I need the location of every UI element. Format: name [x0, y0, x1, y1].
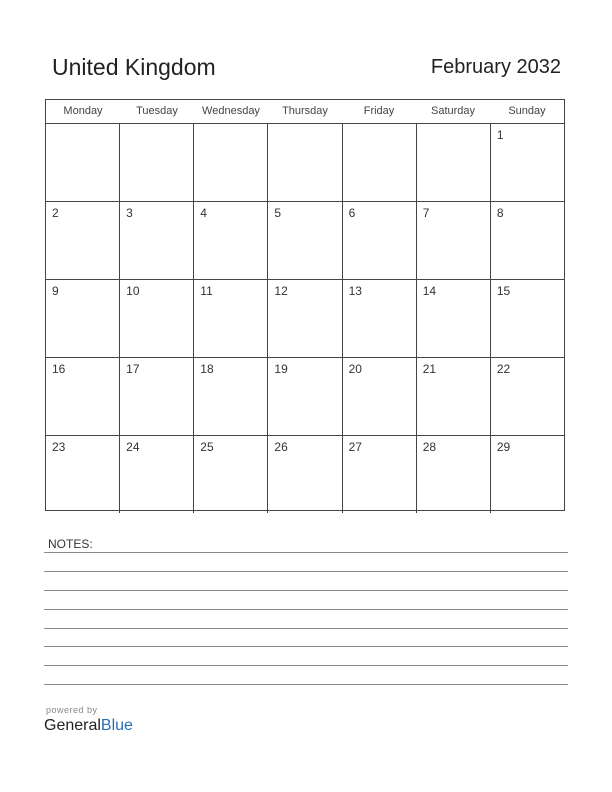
week-row: [46, 124, 564, 202]
day-cell: [120, 436, 194, 513]
day-number: 9: [52, 284, 59, 298]
day-cell: [343, 358, 417, 435]
day-number: 4: [200, 206, 207, 220]
week-row: [46, 436, 564, 513]
day-number: 25: [200, 440, 214, 454]
day-cell: [46, 358, 120, 435]
day-cell: [46, 124, 120, 201]
day-number: 14: [422, 284, 437, 298]
day-number: 16: [52, 362, 66, 376]
day-number: 24: [126, 440, 140, 454]
month-title: February 2032: [430, 56, 561, 78]
day-number: 2: [52, 206, 59, 220]
day-header-monday: Monday: [63, 105, 103, 117]
day-cell: [417, 280, 491, 357]
country-title: United Kingdom: [52, 54, 216, 80]
day-number: 28: [422, 440, 437, 454]
day-cell: [268, 358, 342, 435]
day-header-friday: Friday: [363, 105, 395, 117]
note-line[interactable]: [44, 628, 568, 629]
note-line[interactable]: [44, 590, 568, 591]
week-row: [46, 202, 564, 280]
day-number: 5: [274, 206, 282, 220]
day-number: 8: [496, 206, 504, 220]
day-cell: [491, 202, 564, 279]
day-cell: [343, 202, 417, 279]
day-cell: [120, 124, 194, 201]
note-line[interactable]: [44, 571, 568, 572]
day-cell: [491, 280, 564, 357]
powered-by-text: powered by: [46, 705, 98, 715]
day-cell: [417, 436, 491, 513]
week-row: [46, 358, 564, 436]
day-cell: [417, 202, 491, 279]
day-cell: [343, 436, 417, 513]
day-cell: [120, 202, 194, 279]
day-cell: [417, 358, 491, 435]
day-cell: [194, 436, 268, 513]
day-header-tuesday: Tuesday: [136, 105, 178, 117]
day-number: 21: [422, 362, 437, 376]
day-number: 15: [496, 284, 511, 298]
day-cell: [491, 124, 564, 201]
day-cell: [46, 436, 120, 513]
day-number: 19: [274, 362, 288, 376]
note-line[interactable]: [44, 646, 568, 647]
day-number: 7: [422, 206, 430, 220]
day-cell: [491, 358, 564, 435]
week-row: [46, 280, 564, 358]
day-header-row: [46, 100, 564, 124]
day-cell: [194, 280, 268, 357]
day-number: 27: [348, 440, 362, 454]
day-number: 23: [52, 440, 66, 454]
day-number: 20: [348, 362, 362, 376]
day-number: 1: [496, 128, 504, 142]
brand-blue-text: Blue: [100, 717, 133, 734]
day-cell: [120, 358, 194, 435]
note-line[interactable]: [44, 665, 568, 666]
day-header-sunday: Sunday: [508, 105, 546, 117]
note-line[interactable]: [44, 684, 568, 685]
day-cell: [268, 124, 342, 201]
day-cell: [46, 202, 120, 279]
day-cell: [491, 436, 564, 513]
day-number: 12: [274, 284, 288, 298]
day-cell: [194, 358, 268, 435]
day-cell: [417, 124, 491, 201]
day-cell: [46, 280, 120, 357]
day-number: 22: [496, 362, 511, 376]
day-number: 3: [126, 206, 133, 220]
day-number: 18: [200, 362, 214, 376]
day-number: 10: [126, 284, 140, 298]
day-header-thursday: Thursday: [282, 105, 328, 117]
brand-general-text: General: [44, 717, 101, 734]
day-header-wednesday: Wednesday: [202, 105, 260, 117]
day-number: 17: [126, 362, 140, 376]
day-cell: [268, 436, 342, 513]
day-cell: [343, 124, 417, 201]
day-header-saturday: Saturday: [430, 105, 476, 117]
generalblue-logo[interactable]: [44, 717, 133, 735]
day-cell: [194, 202, 268, 279]
day-number: 6: [348, 206, 356, 220]
day-cell: [194, 124, 268, 201]
day-cell: [343, 280, 417, 357]
day-number: 26: [274, 440, 288, 454]
day-number: 13: [348, 284, 362, 298]
note-line[interactable]: [44, 609, 568, 610]
notes-label: NOTES:: [48, 537, 93, 551]
day-number: 11: [200, 284, 213, 298]
day-cell: [120, 280, 194, 357]
note-line[interactable]: [44, 552, 568, 553]
day-cell: [268, 280, 342, 357]
calendar-grid: [45, 99, 565, 511]
day-cell: [268, 202, 342, 279]
day-number: 29: [496, 440, 511, 454]
